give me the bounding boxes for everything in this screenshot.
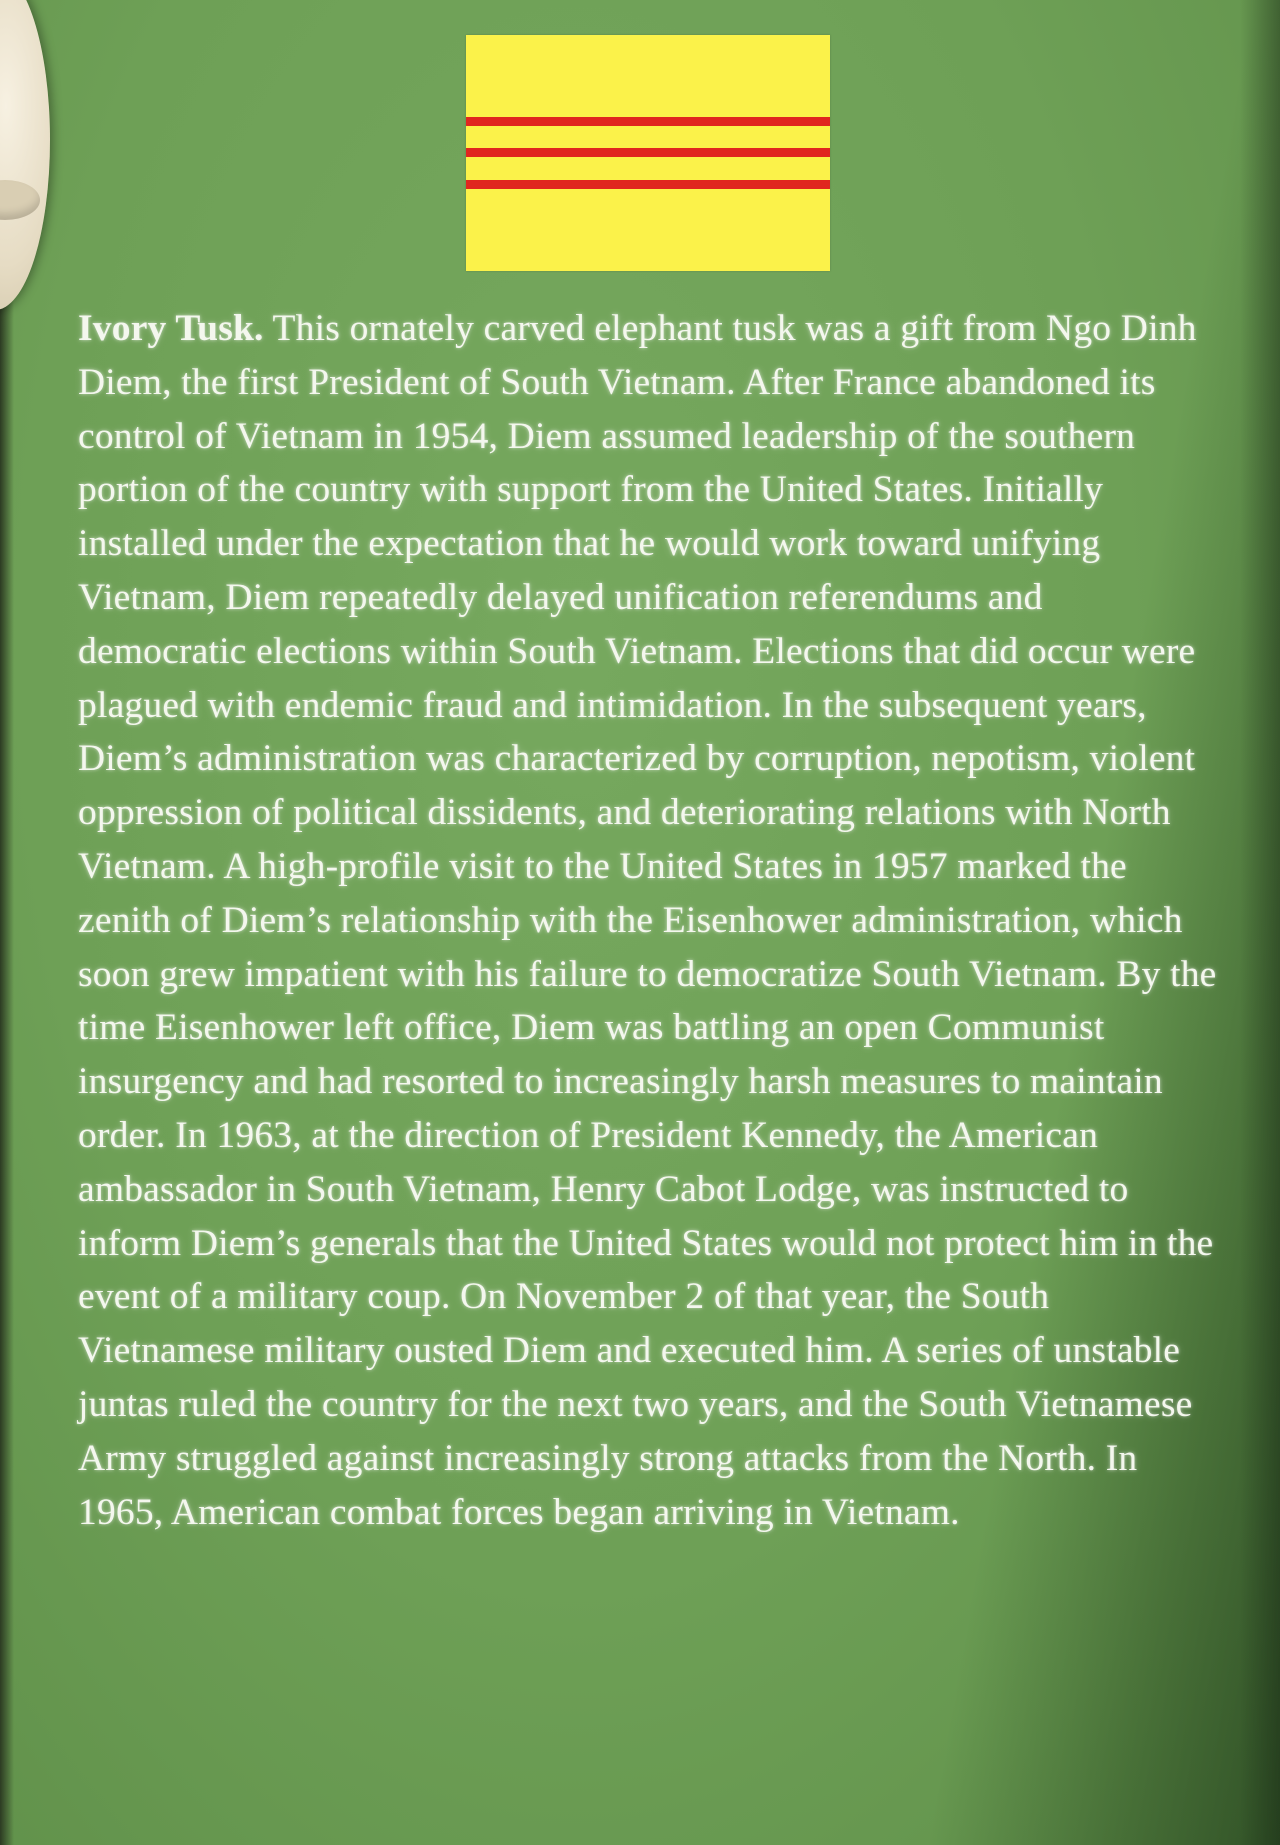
exhibit-caption [78, 302, 1218, 1539]
caption-body: This ornately carved elephant tusk was a gift from Ngo Dinh Diem, the first President of South Vietnam. After France abandoned its control of Vietnam in 1954, Diem assumed leadership of the southern portion of the country with support from the United States. Initially installed under the expectation that he would work toward unifying Vietnam, Diem repeatedly delayed unification referendums and democratic elections within South Vietnam. Elections that did occur were plagued with endemic fraud and intimidation. In the subsequent years, Diem’s administration was characterized by corruption, nepotism, violent oppression of political dissidents, and deteriorating relations with North Vietnam. A high-profile visit to the United States in 1957 marked the zenith of Diem’s relationship with the Eisenhower administration, which soon grew impatient with his failure to democratize South Vietnam. By the time Eisenhower left office, Diem was battling an open Communist insurgency and had resorted to increasingly harsh measures to maintain order. In 1963, at the direction of President Kennedy, the American ambassador in South Vietnam, Henry Cabot Lodge, was instructed to inform Diem’s generals that the United States would not protect him in the event of a military coup. On November 2 of that year, the South Vietnamese military ousted Diem and executed him. A series of unstable juntas ruled the country for the next two years, and the South Vietnamese Army struggled against increasingly strong attacks from the North. In 1965, American combat forces began arriving in Vietnam. [78, 308, 1217, 1533]
ivory-tusk-edge [0, 0, 50, 310]
flag-stripe [466, 180, 830, 189]
flag-stripe [466, 117, 830, 126]
caption-title: Ivory Tusk. [78, 308, 264, 349]
south-vietnam-flag [466, 35, 830, 271]
flag-stripe [466, 148, 830, 157]
right-edge-shadow [1240, 0, 1280, 1845]
